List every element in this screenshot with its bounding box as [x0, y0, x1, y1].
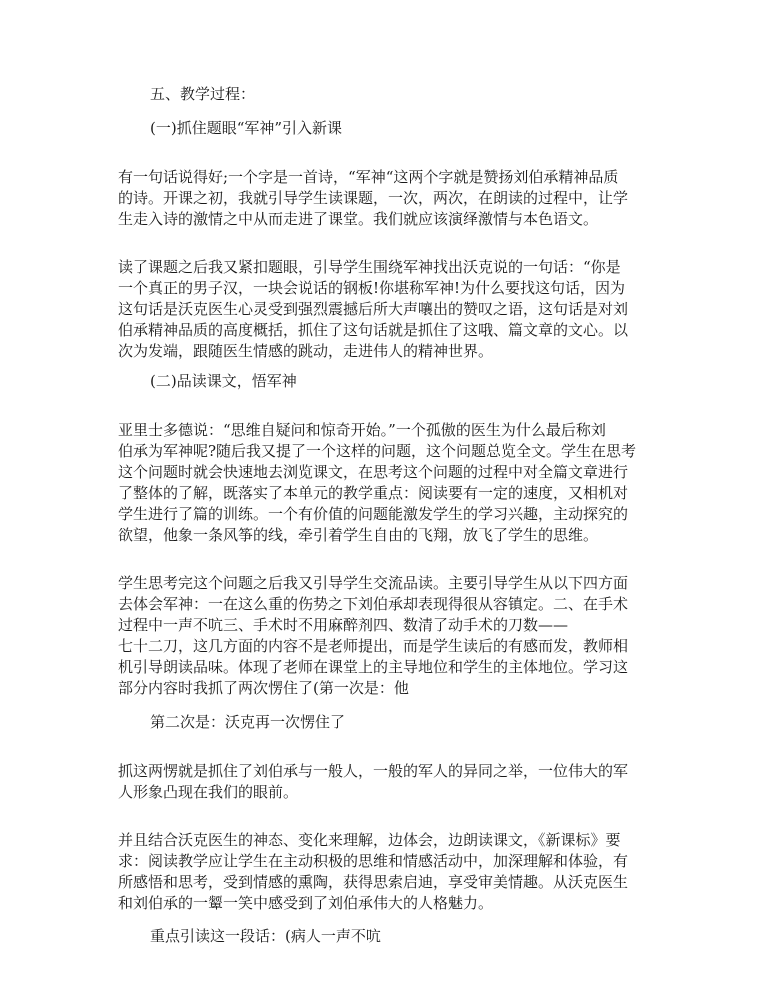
paragraph-3-line-4: 了整体的了解，既落实了本单元的教学重点：阅读要有一定的速度，又相机对	[118, 484, 629, 502]
paragraph-5-line-2: 人形象凸现在我们的眼前。	[118, 783, 299, 801]
paragraph-4-line-1: 学生思考完这个问题之后我又引导学生交流品读。主要引导学生从以下四方面	[118, 574, 629, 592]
section-heading: 五、教学过程：	[150, 85, 256, 103]
paragraph-2-line-3: 这句话是沃克医生心灵受到强烈震撼后所大声嚷出的赞叹之语，这句话是对刘	[118, 300, 629, 318]
paragraph-6-line-1: 并且结合沃克医生的神态、变化来理解，边体会，边朗读课文，《新课标》要	[118, 831, 621, 849]
paragraph-4-line-3: 过程中一声不吭三、手术时不用麻醉剂四、数清了动手术的刀数——	[118, 616, 569, 634]
subsection-heading-1: (一)抓住题眼“军神”引入新课	[150, 119, 343, 137]
paragraph-6-line-4: 和刘伯承的一颦一笑中感受到了刘伯承伟大的人格魅力。	[118, 894, 494, 912]
paragraph-5-line-1: 抓这两愣就是抓住了刘伯承与一般人，一般的军人的异同之举，一位伟大的军	[118, 762, 629, 780]
paragraph-6-line-2: 求：阅读教学应让学生在主动积极的思维和情感活动中，加深理解和体验，有	[118, 852, 629, 870]
paragraph-2-line-1: 读了课题之后我又紧扣题眼，引导学生围绕军神找出沃克说的一句话：“你是	[118, 258, 621, 276]
paragraph-6-line-3: 所感悟和思考，受到情感的熏陶，获得思索启迪，享受审美情趣。从沃克医生	[118, 873, 629, 891]
second-stun-line: 第二次是：沃克再一次愣住了	[150, 713, 346, 731]
paragraph-3-line-2: 伯承为军神呢?随后我又提了一个这样的问题，这个问题总览全文。学生在思考	[118, 442, 637, 460]
paragraph-3-line-5: 学生进行了篇的训练。一个有价值的问题能激发学生的学习兴趣，主动探究的	[118, 505, 629, 523]
paragraph-1-line-1: 有一句话说得好;一个字是一首诗，“军神“这两个字就是赞扬刘伯承精神品质	[118, 168, 619, 186]
paragraph-3-line-3: 这个问题时就会快速地去浏览课文，在思考这个问题的过程中对全篇文章进行	[118, 463, 629, 481]
paragraph-1-line-3: 生走入诗的激情之中从而走进了课堂。我们就应该演绎激情与本色语文。	[118, 210, 599, 228]
paragraph-2-line-4: 伯承精神品质的高度概括，抓住了这句话就是抓住了这哦、篇文章的文心。以	[118, 321, 629, 339]
subsection-heading-2: (二)品读课文，悟军神	[150, 372, 297, 390]
paragraph-3-line-1: 亚里士多德说：“思维自疑问和惊奇开始。”一个孤傲的医生为什么最后称刘	[118, 421, 606, 439]
paragraph-4-line-2: 去体会军神：一在这么重的伤势之下刘伯承却表现得很从容镇定。二、在手术	[118, 595, 629, 613]
paragraph-4-line-5: 机引导朗读品味。体现了老师在课堂上的主导地位和学生的主体地位。学习这	[118, 658, 629, 676]
paragraph-1-line-2: 的诗。开课之初，我就引导学生读课题，一次，两次，在朗读的过程中，让学	[118, 189, 629, 207]
paragraph-2-line-5: 次为发端，跟随医生情感的跳动，走进伟人的精神世界。	[118, 342, 494, 360]
paragraph-4-line-6: 部分内容时我抓了两次愣住了(第一次是：他	[118, 679, 409, 697]
paragraph-2-line-2: 一个真正的男子汉，一块会说话的钢板!你堪称军神!为什么要找这句话，因为	[118, 279, 626, 297]
key-reading-line: 重点引读这一段话：(病人一声不吭	[150, 927, 381, 945]
paragraph-4-line-4: 七十二刀，这几方面的内容不是老师提出，而是学生读后的有感而发，教师相	[118, 637, 629, 655]
paragraph-3-line-6: 欲望，他象一条风筝的线，牵引着学生自由的飞翔，放飞了学生的思维。	[118, 526, 599, 544]
